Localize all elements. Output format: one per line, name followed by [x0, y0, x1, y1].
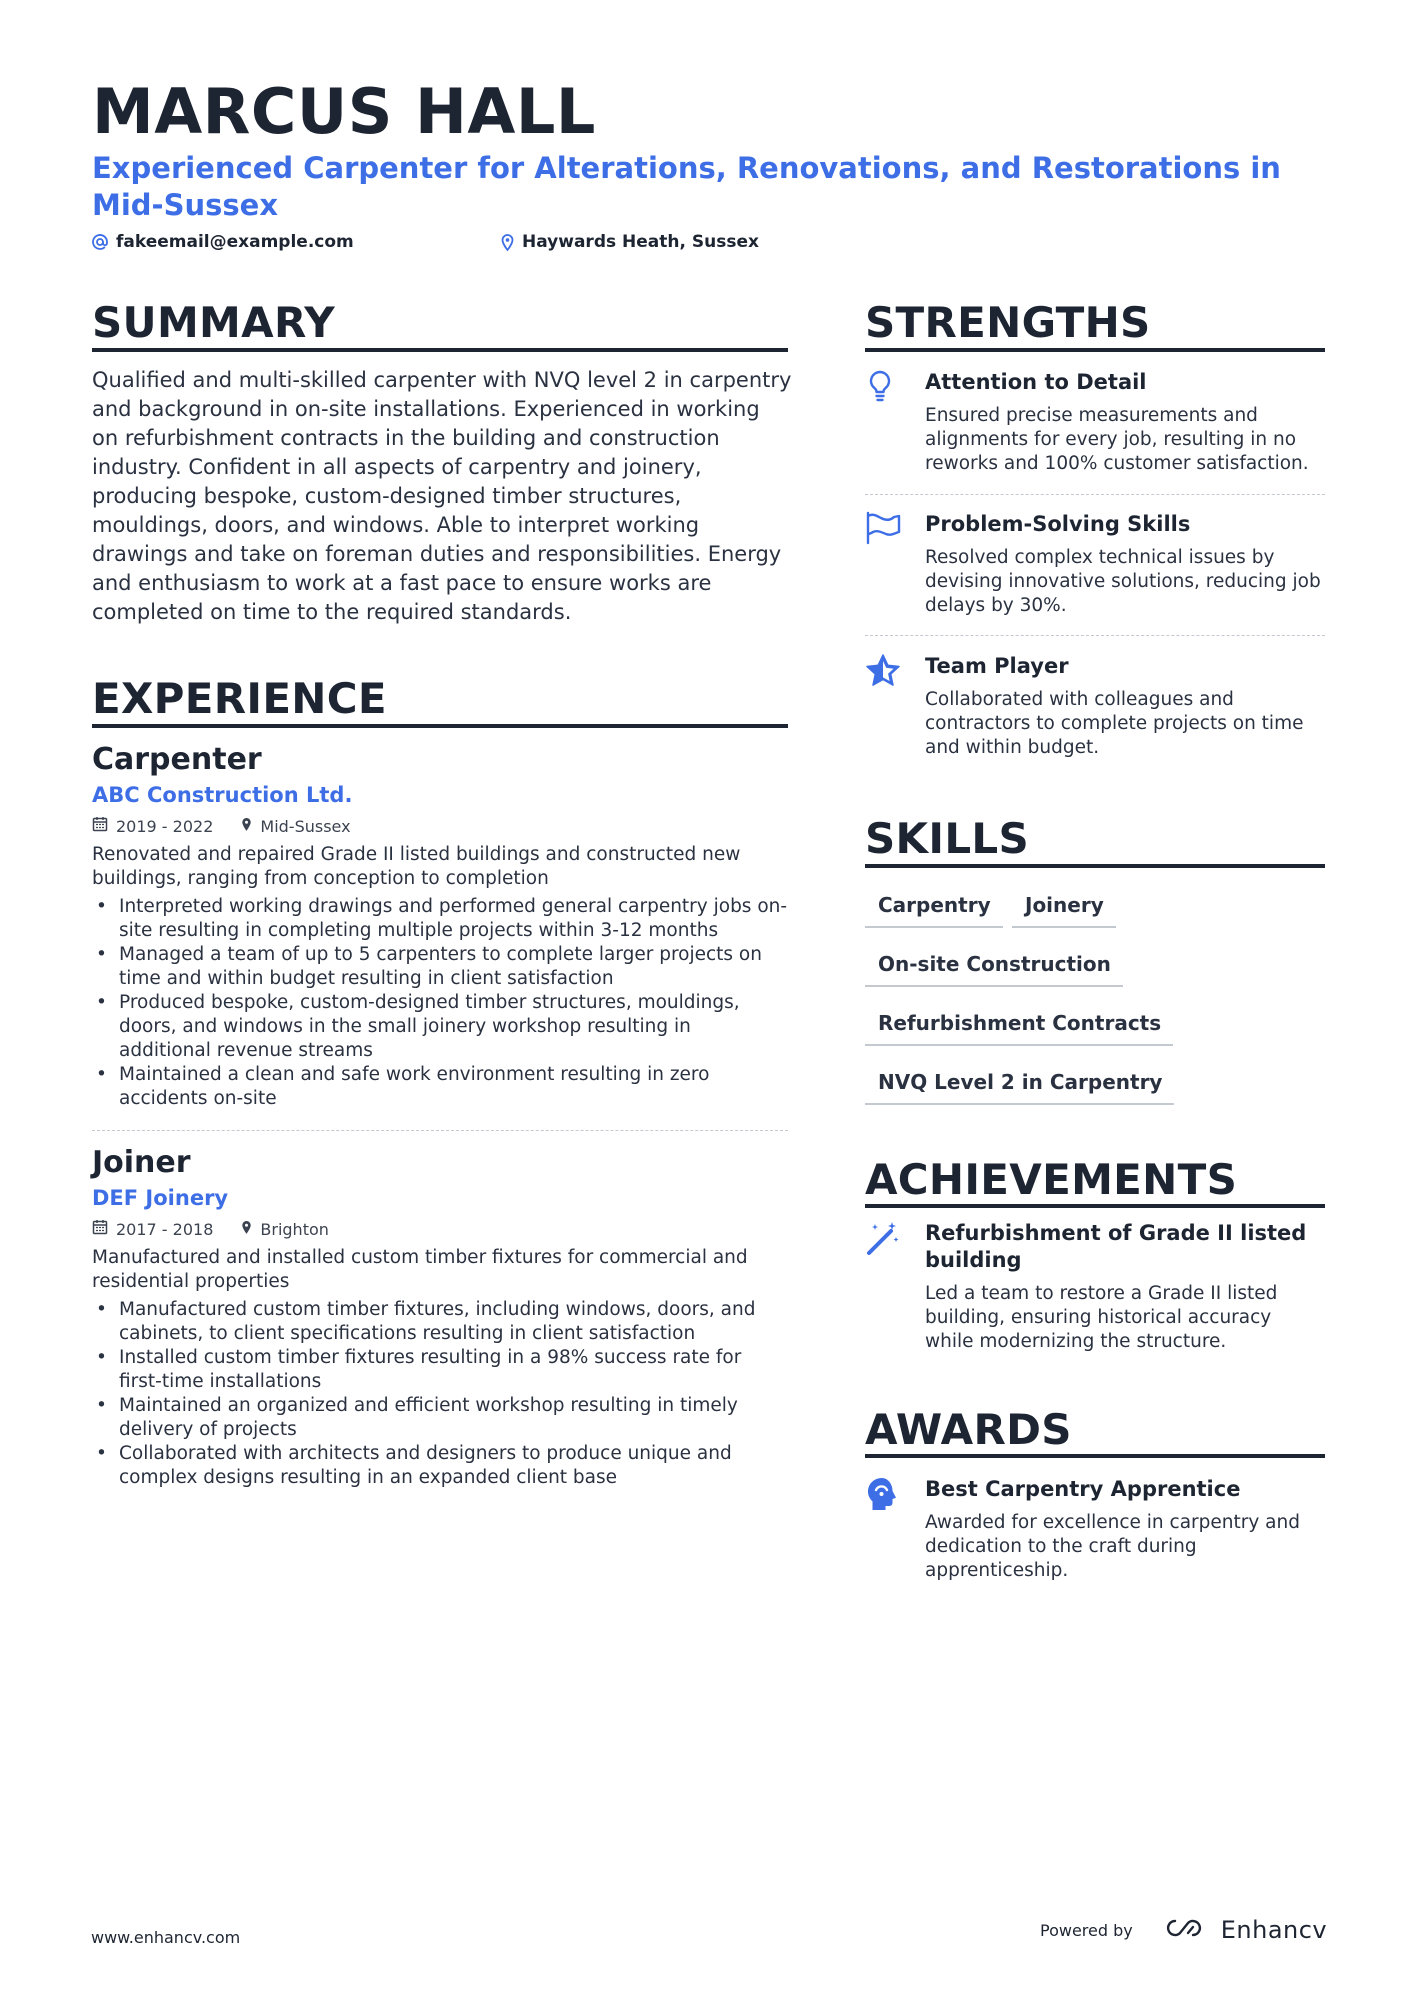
skills-heading: SKILLS: [865, 814, 1029, 863]
achievements-heading: ACHIEVEMENTS: [865, 1155, 1238, 1204]
skills-rule: [865, 864, 1325, 868]
strength-title: Team Player: [925, 654, 1069, 678]
summary-rule: [92, 348, 788, 352]
contact-email[interactable]: [92, 231, 354, 253]
map-pin-icon: [501, 234, 514, 251]
award-text: Awarded for excellence in carpentry and dedication to the craft during apprenticeship.: [925, 1512, 1300, 1581]
job-bullets: [92, 895, 788, 1111]
strength-title: Problem-Solving Skills: [925, 512, 1191, 536]
map-pin-icon: [241, 1220, 252, 1240]
job-company: DEF Joinery: [92, 1186, 229, 1210]
flag-icon: [865, 511, 903, 549]
job-dates: 2019 - 2022: [92, 816, 213, 837]
job-bullet: • Installed custom timber fixtures resulting in a 98% success rate for first-time installations: [92, 1346, 788, 1394]
job-location: Brighton: [241, 1220, 329, 1240]
strength-text: Resolved complex technical issues by devising innovative solutions, reducing job delays by 30%.: [925, 547, 1321, 616]
achievements-rule: [865, 1204, 1325, 1208]
job-location: Mid-Sussex: [241, 817, 350, 837]
job-bullet: • Maintained an organized and efficient workshop resulting in timely delivery of projects: [92, 1394, 788, 1442]
job-description: Manufactured and installed custom timber fixtures for commercial and residential properties: [92, 1247, 748, 1292]
job-bullet: • Manufactured custom timber fixtures, including windows, doors, and cabinets, to client specifications resulting in client satisfaction: [92, 1298, 788, 1346]
strengths-heading: STRENGTHS: [865, 298, 1151, 347]
enhancv-logo-icon: [1161, 1916, 1207, 1944]
achievement-text: Led a team to restore a Grade II listed building, ensuring historical accuracy while modernizing the structure.: [925, 1283, 1278, 1352]
candidate-tagline: Experienced Carpenter for Alterations, Renovations, and Restorations in Mid-Sussex: [92, 151, 1281, 222]
strength-item: [865, 369, 1325, 476]
job-bullet: • Interpreted working drawings and performed general carpentry jobs on-site resulting in completing multiple projects within 3-12 months: [92, 895, 788, 943]
star-icon: [865, 653, 903, 691]
magic-wand-icon: [865, 1220, 903, 1258]
job-title: Joiner: [92, 1145, 191, 1180]
experience-rule: [92, 724, 788, 728]
skill-tag: Joinery: [1012, 892, 1116, 928]
strengths-rule: [865, 348, 1325, 352]
head-icon: [865, 1476, 903, 1514]
job-bullets: [92, 1298, 788, 1490]
achievement-item: [865, 1220, 1325, 1354]
footer-branding[interactable]: [1040, 1916, 1327, 1944]
calendar-icon: [92, 1219, 108, 1240]
skill-tag: On-site Construction: [865, 951, 1123, 987]
job-entry: [92, 741, 788, 1111]
job-bullet: • Produced bespoke, custom-designed timber structures, mouldings, doors, and windows in the small joinery workshop resulting in additional revenue streams: [92, 991, 788, 1063]
location-text: Haywards Heath, Sussex: [522, 232, 759, 252]
achievement-title: Refurbishment of Grade II listed building: [925, 1221, 1307, 1272]
job-description: Renovated and repaired Grade II listed buildings and constructed new buildings, ranging from conception to completion: [92, 844, 741, 889]
job-meta: [92, 816, 788, 837]
skill-tag: Carpentry: [865, 892, 1003, 928]
job-bullet: • Maintained a clean and safe work environment resulting in zero accidents on-site: [92, 1063, 788, 1111]
strength-text: Collaborated with colleagues and contractors to complete projects on time and within budget.: [925, 689, 1304, 758]
job-bullet: • Collaborated with architects and designers to produce unique and complex designs resulting in an expanded client base: [92, 1442, 788, 1490]
skill-tag: Refurbishment Contracts: [865, 1010, 1173, 1046]
award-item: [865, 1476, 1325, 1583]
strength-divider: [865, 635, 1325, 636]
lightbulb-icon: [865, 369, 903, 407]
strength-title: Attention to Detail: [925, 370, 1147, 394]
job-dates: 2017 - 2018: [92, 1219, 213, 1240]
candidate-name: MARCUS HALL: [92, 75, 596, 148]
strength-item: [865, 653, 1325, 760]
experience-heading: EXPERIENCE: [92, 674, 387, 723]
job-divider: [92, 1130, 788, 1131]
strength-item: [865, 511, 1325, 618]
job-entry: [92, 1144, 788, 1490]
brand-name: Enhancv: [1220, 1916, 1328, 1944]
job-company: ABC Construction Ltd.: [92, 783, 353, 807]
job-bullet: • Managed a team of up to 5 carpenters to complete larger projects on time and within budget resulting in client satisfaction: [92, 943, 788, 991]
contact-location: [501, 231, 759, 253]
job-title: Carpenter: [92, 742, 262, 777]
job-meta: [92, 1219, 788, 1240]
footer-website[interactable]: www.enhancv.com: [91, 1928, 241, 1947]
powered-by-label: Powered by: [1040, 1920, 1133, 1940]
awards-heading: AWARDS: [865, 1405, 1072, 1454]
at-sign-icon: [92, 234, 108, 250]
skill-tag: NVQ Level 2 in Carpentry: [865, 1069, 1174, 1105]
map-pin-icon: [241, 817, 252, 837]
strength-divider: [865, 494, 1325, 495]
awards-rule: [865, 1454, 1325, 1458]
calendar-icon: [92, 816, 108, 837]
strength-text: Ensured precise measurements and alignments for every job, resulting in no reworks and 100% customer satisfaction.: [925, 405, 1309, 474]
summary-text: Qualified and multi-skilled carpenter with NVQ level 2 in carpentry and background in on-site installations. Experienced in working on refurbishment contracts in the building and construction industry. Confident in all aspects of carpentry and joinery, producing bespoke, custom-designed timber structures, mouldings, doors, and windows. Able to interpret working drawings and take on foreman duties and responsibilities. Energy and enthusiasm to work at a fast pace to ensure works are completed on time to the required standards.: [92, 368, 792, 624]
award-title: Best Carpentry Apprentice: [925, 1477, 1241, 1501]
email-text: fakeemail@example.com: [116, 232, 354, 252]
summary-heading: SUMMARY: [92, 298, 336, 347]
